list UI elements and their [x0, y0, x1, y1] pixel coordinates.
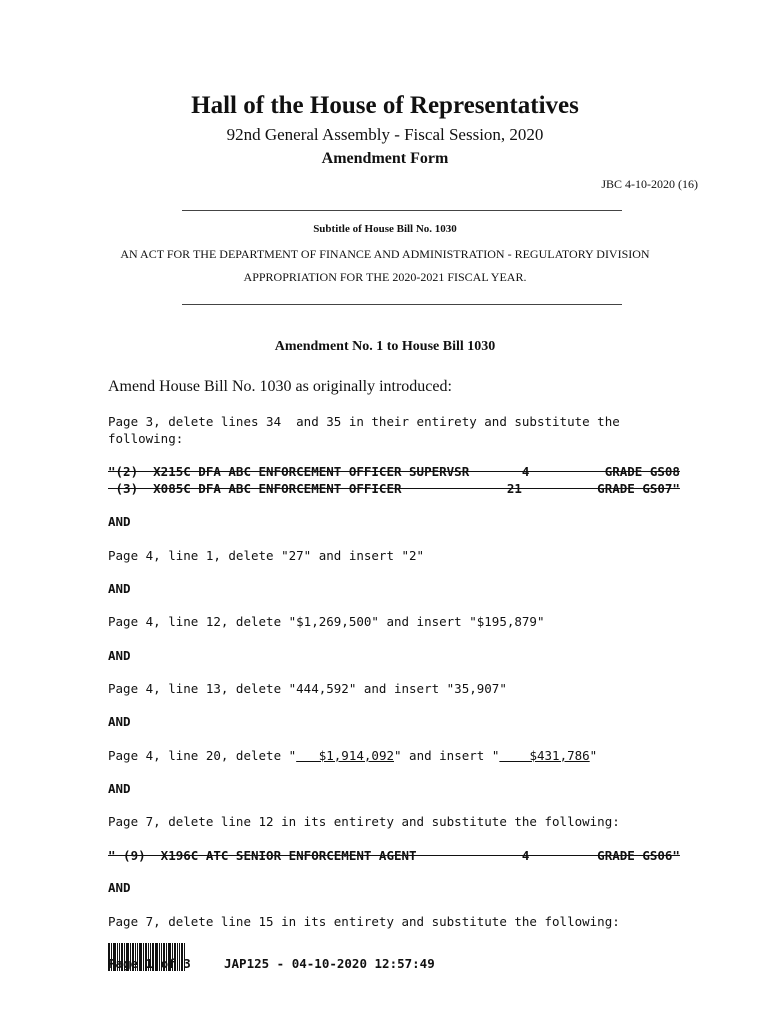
form-name: Amendment Form: [321, 150, 449, 167]
and-separator: AND: [108, 781, 131, 796]
instruction-1-cont: following:: [108, 431, 184, 446]
instruction-7: Page 7, delete line 15 in its entirety and substitute the following:: [108, 914, 620, 929]
instruction-5-middle: " and insert ": [394, 748, 500, 763]
page-title: Hall of the House of Representatives: [191, 92, 579, 119]
subtitle-heading: Subtitle of House Bill No. 1030: [313, 223, 457, 235]
inserted-amount: $431,786: [499, 748, 590, 763]
instruction-3: Page 4, line 12, delete "$1,269,500" and insert "$195,879": [108, 614, 545, 629]
instruction-5-suffix: ": [589, 748, 598, 763]
amendment-title: Amendment No. 1 to House Bill 1030: [274, 339, 496, 354]
divider-top: [182, 210, 622, 211]
act-line-1: AN ACT FOR THE DEPARTMENT OF FINANCE AND ADMINISTRATION - REGULATORY DIVISION: [120, 247, 650, 261]
page-number: Page 1 of 3: [108, 956, 191, 971]
amendment-intro: Amend House Bill No. 1030 as originally introduced:: [108, 378, 452, 395]
instruction-4: Page 4, line 13, delete "444,592" and insert "35,907": [108, 681, 507, 696]
divider-bottom: [182, 304, 622, 305]
and-separator: AND: [108, 880, 131, 895]
deleted-amount: $1,914,092: [296, 748, 394, 763]
substitute-row-3: " (9) X196C ATC SENIOR ENFORCEMENT AGENT 4 GRADE GS06": [108, 848, 680, 863]
instruction-5-prefix: Page 4, line 20, delete ": [108, 748, 297, 763]
footer-code: JAP125 - 04-10-2020 12:57:49: [224, 956, 435, 971]
substitute-row-1: "(2) X215C DFA ABC ENFORCEMENT OFFICER SUPERVSR 4 GRADE GS08: [108, 464, 680, 479]
instruction-2: Page 4, line 1, delete "27" and insert "2": [108, 548, 425, 563]
and-separator: AND: [108, 581, 131, 596]
and-separator: AND: [108, 714, 131, 729]
and-separator: AND: [108, 648, 131, 663]
instruction-6: Page 7, delete line 12 in its entirety and substitute the following:: [108, 814, 620, 829]
instruction-1: Page 3, delete lines 34 and 35 in their entirety and substitute the: [108, 414, 620, 429]
and-separator: AND: [108, 514, 131, 529]
instruction-5: [108, 748, 597, 763]
act-line-2: APPROPRIATION FOR THE 2020-2021 FISCAL YEAR.: [243, 270, 527, 284]
reference-code: JBC 4-10-2020 (16): [601, 177, 698, 191]
substitute-row-2: (3) X085C DFA ABC ENFORCEMENT OFFICER 21 GRADE GS07": [108, 481, 680, 496]
session-line: 92nd General Assembly - Fiscal Session, 2020: [226, 125, 544, 144]
